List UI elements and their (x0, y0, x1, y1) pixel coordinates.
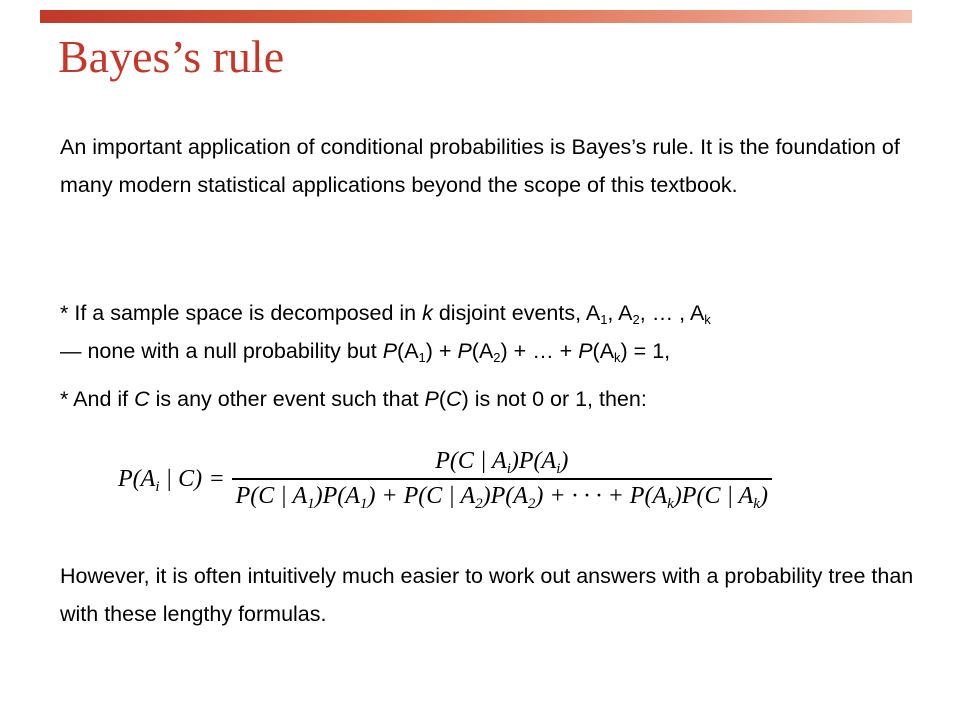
subscript: 2 (475, 496, 483, 512)
text-run: ) = 1, (620, 339, 671, 363)
condition-line-2 (60, 332, 920, 370)
slide-title: Bayes’s rule (58, 31, 285, 82)
text-run: , A (607, 301, 633, 325)
condition-line-1 (60, 294, 920, 332)
subscript: i (506, 461, 511, 477)
subscript: 2 (527, 496, 536, 512)
formula-denominator (232, 480, 772, 510)
conclusion-paragraph: However, it is often intuitively much easier to work out answers with a probability tree than with these lengthy formulas. (60, 564, 914, 626)
var-p: P (424, 387, 439, 411)
math-run: )P(A (314, 483, 360, 509)
text-run: , … , A (639, 301, 705, 325)
subscript: k (704, 312, 711, 327)
math-run: ) (759, 483, 768, 509)
text-run: * If a sample space is decomposed in (60, 301, 423, 325)
var-p: P (578, 339, 593, 363)
math-run: )P(A (510, 448, 557, 474)
math-run: P(A (118, 465, 156, 492)
subscript: i (556, 461, 561, 477)
text-run: * And if (60, 387, 135, 411)
math-run: )P(C | A (673, 483, 754, 509)
math-run: )P(A (482, 483, 528, 509)
condition-paragraph-2 (60, 380, 920, 418)
text-run: disjoint events, A (432, 301, 601, 325)
subscript: 2 (632, 312, 640, 327)
subscript: 1 (359, 496, 368, 512)
math-run: ) + · · · + P(A (535, 483, 668, 509)
subscript: 1 (418, 350, 426, 365)
formula-lhs (118, 466, 202, 493)
var-p: P (382, 339, 398, 363)
text-run: ( (438, 387, 447, 411)
title-accent-bar (40, 10, 912, 23)
subscript: 1 (600, 312, 608, 327)
subscript: k (614, 350, 621, 365)
subscript: i (155, 478, 160, 495)
math-run: ) + P(C | A (367, 483, 476, 509)
subscript: k (753, 496, 760, 512)
condition-paragraph-1 (60, 294, 920, 370)
text-run: (A (397, 339, 419, 363)
text-run: is any other event such that (149, 387, 425, 411)
var-p: P (457, 339, 472, 363)
subscript: 2 (493, 350, 501, 365)
text-run: ) + (425, 339, 458, 363)
formula-numerator (431, 448, 572, 478)
equals-sign: = (210, 465, 224, 492)
math-run: P(C | A (235, 483, 308, 509)
var-c: C (446, 387, 462, 411)
var-c: C (134, 387, 150, 411)
text-run: ) + … + (500, 339, 579, 363)
var-k: k (422, 301, 433, 325)
math-run: ) (560, 448, 569, 474)
math-run: P(C | A (435, 448, 507, 474)
text-run: (A (471, 339, 494, 363)
formula-fraction (232, 448, 772, 510)
subscript: 1 (307, 496, 315, 512)
text-run: (A (592, 339, 615, 363)
text-run: ) is not 0 or 1, then: (461, 387, 647, 411)
intro-paragraph: An important application of conditional probabilities is Bayes’s rule. It is the foundation of many modern statistical applications beyond the scope of this textbook. (60, 135, 900, 197)
bayes-formula (118, 448, 772, 510)
math-run: | C) (159, 465, 203, 492)
subscript: k (667, 496, 674, 512)
text-run: — none with a null probability but (60, 339, 383, 363)
